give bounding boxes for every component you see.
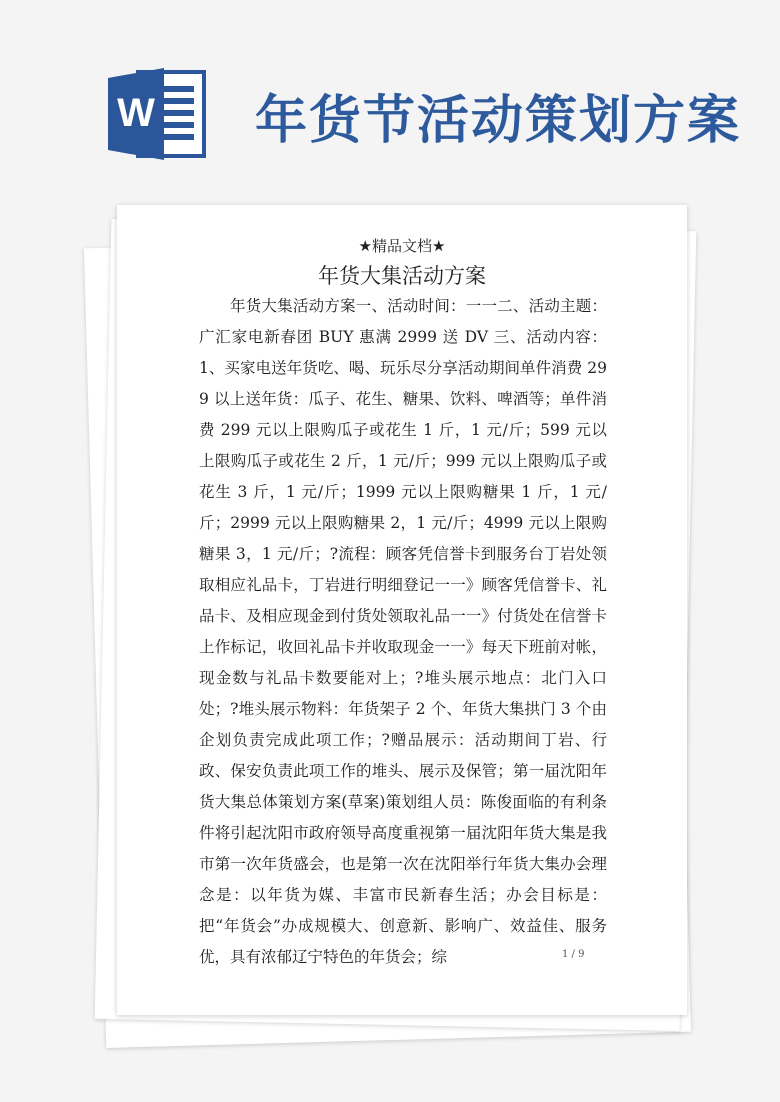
word-doc-icon xyxy=(108,68,208,160)
document-preview xyxy=(95,205,695,1040)
doc-body-text: 年货大集活动方案一、活动时间：一一二、活动主题：广汇家电新春团 BUY 惠满 2999 送 DV 三、活动内容：1、买家电送年货吃、喝、玩乐尽分享活动期间单件消费 299 以上送年货：瓜子、花生、糖果、饮料、啤酒等；单件消费 299 元以上限购瓜子或花生 1 斤，1 元/斤；599 元以上限购瓜子或花生 2 斤，1 元/斤；999 元以上限购瓜子或花生 3 斤，1 元/斤；1999 元以上限购糖果 1 斤，1 元/斤；2999 元以上限购糖果 2，1 元/斤；4999 元以上限购糖果 3，1 元/斤；?流程：顾客凭信誉卡到服务台丁岩处领取相应礼品卡，丁岩进行明细登记一一》顾客凭信誉卡、礼品卡、及相应现金到付货处领取礼品一一》付货处在信誉卡上作标记，收回礼品卡并收取现金一一》每天下班前对帐，现金数与礼品卡数要能对上；?堆头展示地点：北门入口处；?堆头展示物料：年货架子 2 个、年货大集拱门 3 个由企划负责完成此项工作；?赠品展示：活动期间丁岩、行政、保安负责此项工作的堆头、展示及保管；第一届沈阳年货大集总体策划方案(草案)策划组人员：陈俊面临的有利条件将引起沈阳市政府领导高度重视第一届沈阳年货大集是我市第一次年货盛会，也是第一次在沈阳举行年货大集办会理念是：以年货为媒、丰富市民新春生活；办会目标是：把“年货会”办成规模大、创意新、影响广、效益佳、服务优，具有浓郁辽宁特色的年货会；综 xyxy=(199,297,607,966)
doc-quality-tag: ★精品文档★ xyxy=(358,237,446,255)
header-banner xyxy=(0,0,780,190)
page-number: 1 / 9 xyxy=(562,949,585,960)
doc-title: 年货大集活动方案 xyxy=(318,264,486,288)
header-title: 年货节活动策划方案 xyxy=(255,91,742,151)
document-page xyxy=(117,205,687,1015)
word-logo-letter: W xyxy=(117,91,155,135)
